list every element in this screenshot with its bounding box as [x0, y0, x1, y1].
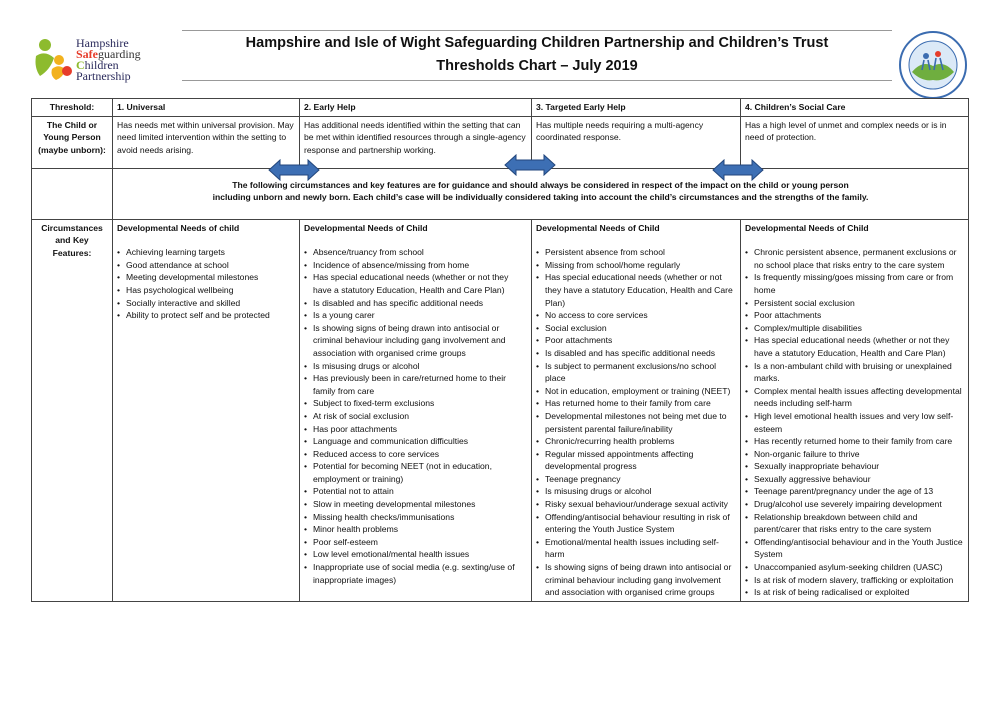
feature-item: • Emotional/mental health issues including self-harm: [536, 536, 736, 561]
feature-item: • Has special educational needs (whether or not they have a statutory Education, Health and Care Plan): [304, 271, 527, 296]
feature-item: • Complex/multiple disabilities: [745, 322, 964, 335]
feature-item: • Drug/alcohol use severely impairing development: [745, 498, 964, 511]
intro-row: [32, 168, 969, 219]
feature-item: • Poor attachments: [536, 334, 736, 347]
feature-item: • Is a young carer: [304, 309, 527, 322]
feature-item: • Inappropriate use of social media (e.g. sexting/use of inappropriate images): [304, 561, 527, 586]
feature-item: • Chronic/recurring health problems: [536, 435, 736, 448]
feature-item: • Is showing signs of being drawn into antisocial or criminal behaviour including gang involvement and association with organised crime groups: [304, 322, 527, 360]
logo-c: C: [76, 58, 85, 72]
double-arrow-icon: [712, 159, 764, 181]
thresholds-table: [31, 98, 969, 602]
feature-item: • Good attendance at school: [117, 259, 295, 272]
child-social-care: Has a high level of unmet and complex needs or is in need of protection.: [741, 116, 969, 168]
feature-list: [304, 246, 527, 586]
feature-item: • Achieving learning targets: [117, 246, 295, 259]
feature-item: • Is frequently missing/goes missing from care or from home: [745, 271, 964, 296]
feature-item: • Reduced access to core services: [304, 448, 527, 461]
feature-item: • Has special educational needs (whether or not they have a statutory Education, Health and Care Plan): [745, 334, 964, 359]
feature-item: • Has previously been in care/returned home to their family from care: [304, 372, 527, 397]
features-targeted: [532, 219, 741, 601]
logo-line-4: Partnership: [76, 69, 131, 83]
feature-item: • Non-organic failure to thrive: [745, 448, 964, 461]
feature-item: • Is misusing drugs or alcohol: [304, 360, 527, 373]
feature-item: • Regular missed appointments affecting developmental progress: [536, 448, 736, 473]
feature-item: • Has special educational needs (whether or not they have a statutory Education, Health and Care Plan): [536, 271, 736, 309]
features-early-help: [300, 219, 532, 601]
feature-item: • Ability to protect self and be protected: [117, 309, 295, 322]
feature-item: • Is at risk of modern slavery, trafficking or exploitation: [745, 574, 964, 587]
feature-item: • High level emotional health issues and very low self-esteem: [745, 410, 964, 435]
title-top-rule: [182, 30, 892, 31]
feature-item: • Subject to fixed-term exclusions: [304, 397, 527, 410]
feature-item: • Offending/antisocial behaviour resulting in risk of entering the Youth Justice System: [536, 511, 736, 536]
logo-text: [76, 38, 141, 82]
col-universal: 1. Universal: [113, 99, 300, 117]
feature-item: • Relationship breakdown between child and parent/carer that risks entry to the care system: [745, 511, 964, 536]
circumstances-row: [32, 219, 969, 601]
feature-item: • Social exclusion: [536, 322, 736, 335]
feature-item: • Risky sexual behaviour/underage sexual activity: [536, 498, 736, 511]
child-universal: Has needs met within universal provision. May need limited intervention within the setting to avoid needs arising.: [113, 116, 300, 168]
feature-item: • Is misusing drugs or alcohol: [536, 485, 736, 498]
title-bottom-rule: [182, 80, 892, 81]
feature-item: • Potential not to attain: [304, 485, 527, 498]
feature-item: • Is subject to permanent exclusions/no school place: [536, 360, 736, 385]
col-early-help: 2. Early Help: [300, 99, 532, 117]
feature-item: • Sexually inappropriate behaviour: [745, 460, 964, 473]
dev-title: Developmental Needs of child: [117, 222, 240, 233]
features-universal: [113, 219, 300, 601]
double-arrow-icon: [268, 159, 320, 181]
dev-title: Developmental Needs of Child: [536, 222, 660, 233]
feature-item: • At risk of social exclusion: [304, 410, 527, 423]
dev-title: Developmental Needs of Child: [745, 222, 869, 233]
feature-item: • Missing health checks/immunisations: [304, 511, 527, 524]
feature-item: • Persistent absence from school: [536, 246, 736, 259]
feature-item: • Is disabled and has specific additional needs: [304, 297, 527, 310]
feature-item: • Is a non-ambulant child with bruising or unexplained marks.: [745, 360, 964, 385]
feature-item: • Low level emotional/mental health issues: [304, 548, 527, 561]
feature-item: • Is at risk of being radicalised or exploited: [745, 586, 964, 599]
page-title: Hampshire and Isle of Wight Safeguarding Children Partnership and Children’s Trust: [245, 35, 829, 51]
feature-item: • Not in education, employment or training (NEET): [536, 385, 736, 398]
feature-item: • Has psychological wellbeing: [117, 284, 295, 297]
feature-item: • Has poor attachments: [304, 423, 527, 436]
feature-list: [117, 246, 295, 322]
logo-hildren: hildren: [84, 58, 119, 72]
logo-guarding: guarding: [98, 47, 141, 61]
col-childrens-social-care: 4. Children’s Social Care: [741, 99, 969, 117]
feature-item: • Socially interactive and skilled: [117, 297, 295, 310]
feature-list: [745, 246, 964, 599]
feature-item: • Complex mental health issues affecting developmental needs including self-harm: [745, 385, 964, 410]
guidance-line-1: The following circumstances and key features are for guidance and should always be considered in respect of the impact on the child or young person: [232, 179, 849, 190]
feature-item: • Missing from school/home regularly: [536, 259, 736, 272]
feature-item: • Has recently returned home to their family from care: [745, 435, 964, 448]
logo-line-1: Hampshire: [76, 36, 129, 50]
feature-item: • Persistent social exclusion: [745, 297, 964, 310]
feature-item: • Teenage parent/pregnancy under the age of 13: [745, 485, 964, 498]
isle-of-wight-seal-icon: [898, 30, 968, 100]
hampshire-logo: [32, 36, 144, 84]
intro-spacer: [32, 168, 113, 219]
feature-item: • Teenage pregnancy: [536, 473, 736, 486]
feature-item: • Potential for becoming NEET (not in education, employment or training): [304, 460, 527, 485]
features-social-care: [741, 219, 969, 601]
page-subtitle: Thresholds Chart – July 2019: [436, 58, 638, 74]
child-early-help: Has additional needs identified within the setting that can be met within identified resources through a single-agency response and partnership working.: [300, 116, 532, 168]
children-figures-icon: [32, 36, 76, 82]
feature-item: • Meeting developmental milestones: [117, 271, 295, 284]
feature-item: • Is disabled and has specific additional needs: [536, 347, 736, 360]
feature-item: • Is showing signs of being drawn into antisocial or criminal behaviour including gang involvement and association with organised crime groups: [536, 561, 736, 599]
feature-item: • Absence/truancy from school: [304, 246, 527, 259]
feature-item: • Sexually aggressive behaviour: [745, 473, 964, 486]
child-targeted: Has multiple needs requiring a multi-agency coordinated response.: [532, 116, 741, 168]
feature-list: [536, 246, 736, 599]
child-row-label: The Child or Young Person (maybe unborn):: [32, 116, 113, 168]
threshold-label: Threshold:: [32, 99, 113, 117]
feature-item: • Chronic persistent absence, permanent exclusions or no school place that risks entry to the care system: [745, 246, 964, 271]
feature-item: • Language and communication difficulties: [304, 435, 527, 448]
threshold-header-row: [32, 99, 969, 117]
logo-safe: Safe: [76, 47, 98, 61]
feature-item: • Poor attachments: [745, 309, 964, 322]
circumstances-label: Circumstances and Key Features:: [32, 219, 113, 601]
feature-item: • Developmental milestones not being met due to persistent parental failure/inability: [536, 410, 736, 435]
feature-item: • Slow in meeting developmental milestones: [304, 498, 527, 511]
double-arrow-icon: [504, 154, 556, 176]
guidance-line-2: including unborn and newly born. Each child’s case will be individually considered taking into account the child’s circumstances and the strengths of the family.: [212, 192, 869, 203]
col-targeted-early-help: 3. Targeted Early Help: [532, 99, 741, 117]
feature-item: • Unaccompanied asylum-seeking children (UASC): [745, 561, 964, 574]
feature-item: • Offending/antisocial behaviour and in the Youth Justice System: [745, 536, 964, 561]
feature-item: • No access to core services: [536, 309, 736, 322]
page-header: [0, 0, 1000, 92]
feature-item: • Incidence of absence/missing from home: [304, 259, 527, 272]
feature-item: • Minor health problems: [304, 523, 527, 536]
feature-item: • Has returned home to their family from care: [536, 397, 736, 410]
feature-item: • Poor self-esteem: [304, 536, 527, 549]
dev-title: Developmental Needs of Child: [304, 222, 428, 233]
child-row: [32, 116, 969, 168]
